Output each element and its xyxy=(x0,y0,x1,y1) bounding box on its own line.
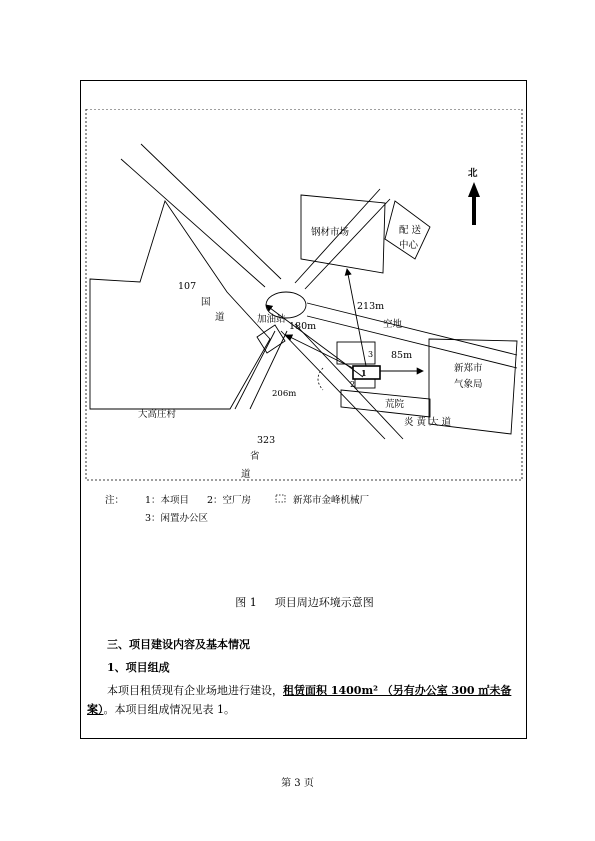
label-dist-center-1: 配 送 xyxy=(399,225,422,236)
page-number: 第 3 页 xyxy=(281,778,314,789)
label-road323-sheng: 省 xyxy=(250,451,260,462)
label-road107-guo: 国 xyxy=(201,297,211,308)
label-road107-dao: 道 xyxy=(215,312,225,323)
map-dashed-border xyxy=(86,109,522,480)
label-dist-206: 206m xyxy=(272,389,297,399)
site-environment-map xyxy=(85,109,523,562)
label-north: 北 xyxy=(468,168,478,179)
label-dist-213: 213m xyxy=(357,301,385,312)
label-road323-dao: 道 xyxy=(241,469,251,480)
label-road323-num: 323 xyxy=(257,435,276,446)
map-legend xyxy=(105,494,370,524)
marker-1: 1 xyxy=(361,368,367,378)
legend-prefix: 注： xyxy=(105,495,125,506)
figure-title: 项目周边环境示意图 xyxy=(274,596,374,609)
label-village: 大高庄村 xyxy=(138,409,177,420)
para-text-before: 本项目租赁现有企业场地进行建设， xyxy=(107,684,283,697)
figure-caption xyxy=(81,594,528,610)
label-weather-1: 新郑市 xyxy=(454,363,483,374)
marker-3: 3 xyxy=(368,350,374,359)
legend-item3: 3：闲置办公区 xyxy=(145,513,209,524)
figure-number: 图 1 xyxy=(235,596,257,609)
label-gas-station: 加油站 xyxy=(257,314,286,325)
label-empty-land: 空地 xyxy=(383,319,403,330)
label-weather-2: 气象局 xyxy=(454,379,483,390)
label-dist-center-2: 中心 xyxy=(399,240,419,251)
section-heading: 三、项目建设内容及基本情况 xyxy=(107,638,250,651)
legend-item2: 2：空厂房 xyxy=(207,495,252,506)
factory-boundary xyxy=(318,368,323,390)
para-highlight: 租赁面积 1400m² （另有办公室 300 ㎡未备案） xyxy=(87,684,512,716)
label-road107-num: 107 xyxy=(178,281,197,292)
north-arrow-icon xyxy=(468,182,480,225)
label-yanhuang-road: 炎 黄 大 道 xyxy=(404,417,452,428)
para-text-after: 。本项目组成情况见表 1。 xyxy=(103,703,235,716)
legend-factory: 新郑市金峰机械厂 xyxy=(293,495,370,506)
legend-item1: 1：本项目 xyxy=(145,495,190,506)
label-steel-market: 钢材市场 xyxy=(311,227,350,238)
body-paragraph xyxy=(87,681,522,719)
village-area xyxy=(90,201,270,409)
subsection-heading: 1、项目组成 xyxy=(107,661,170,674)
label-dist-180: 180m xyxy=(289,321,317,332)
legend-dashed-icon xyxy=(276,495,285,502)
content-frame xyxy=(80,80,527,739)
empty-plant-building xyxy=(355,379,375,388)
label-wasteland: 荒院 xyxy=(385,399,405,410)
marker-2: 2 xyxy=(350,380,356,389)
label-dist-85: 85m xyxy=(391,350,413,361)
